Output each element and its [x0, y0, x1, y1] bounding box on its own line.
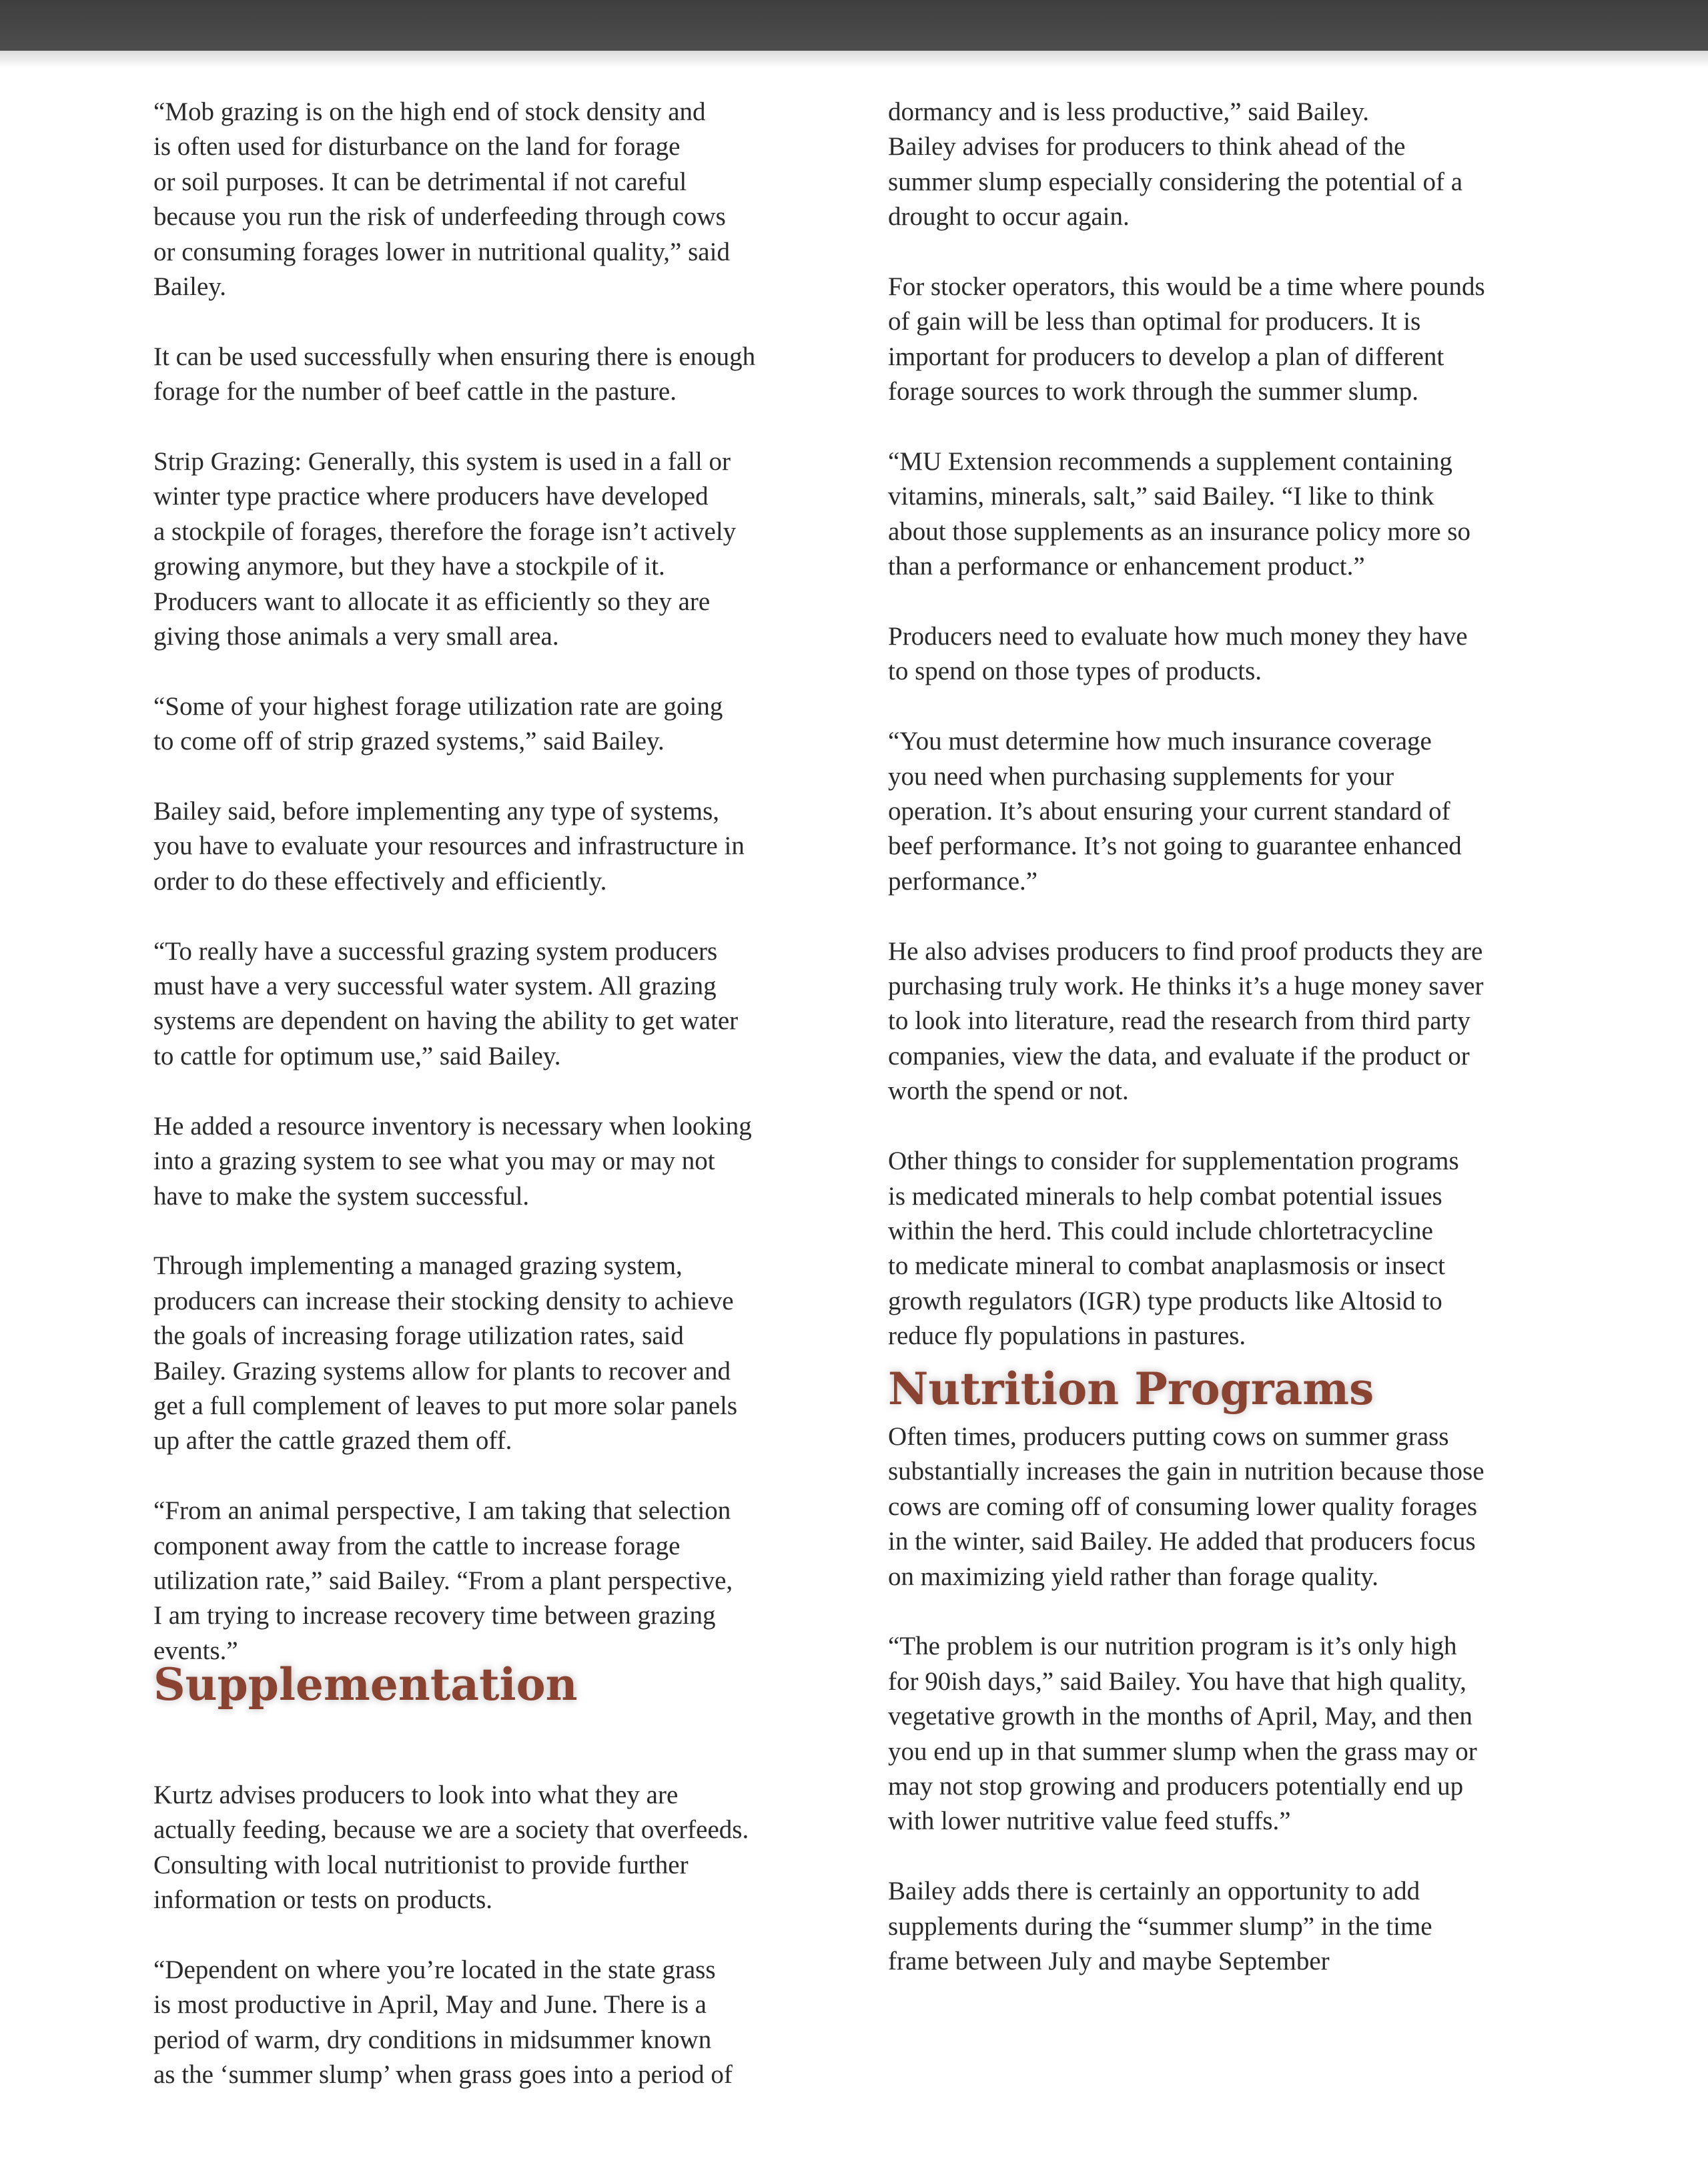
top-banner-bar [0, 0, 1708, 51]
article-paragraph: Bailey adds there is certainly an opportunity to add supplements during the “summer slump” in the time frame between July and maybe September [888, 1877, 1432, 1975]
article-paragraph: “From an animal perspective, I am taking that selection component away from the cattle to increase forage utilization rate,” said Bailey. “From a plant perspective, I am trying to increase recovery time between grazing events.” [153, 1496, 733, 1665]
article-paragraph: Producers need to evaluate how much money they have to spend on those types of products. [888, 622, 1468, 686]
article-paragraph: For stocker operators, this would be a time where pounds of gain will be less than optimal for producers. It is important for producers to develop a plan of different forage sources to work through the summer slump. [888, 272, 1485, 406]
article-paragraph: It can be used successfully when ensuring there is enough forage for the number of beef cattle in the pasture. [153, 342, 756, 406]
right-column [888, 95, 1562, 1979]
article-paragraph: Strip Grazing: Generally, this system is used in a fall or winter type practice where producers have developed a stockpile of forages, therefore the forage isn’t actively growing anymore, but they have a stockpile of it. Producers want to allocate it as efficiently so they are giving those animals a very small area. [153, 447, 737, 651]
left-column [153, 95, 821, 1668]
article-paragraph: He added a resource inventory is necessary when looking into a grazing system to see what you may or may not have to make the system successful. [153, 1111, 752, 1211]
article-paragraph: “MU Extension recommends a supplement containing vitamins, minerals, salt,” said Bailey. “I like to think about those supplements as an insurance policy more so than a performance or enhancement product.” [888, 447, 1470, 581]
article-paragraph: Bailey said, before implementing any type of systems, you have to evaluate your resources and infrastructure in order to do these effectively and efficiently. [153, 797, 745, 896]
section-heading-nutrition-programs: Nutrition Programs [888, 1362, 1374, 1415]
article-paragraph: Other things to consider for supplementation programs is medicated minerals to help combat potential issues within the herd. This could include chlortetracycline to medicate mineral to combat anaplasmosis or insect growth regulators (IGR) type products like Altosid to reduce fly populations in pastures. [888, 1147, 1459, 1351]
article-paragraph: He also advises producers to find proof products they are purchasing truly work. He thinks it’s a huge money saver to look into literature, read the research from third party companies, view the data, and evaluate if the product or worth the spend or not. [888, 936, 1484, 1106]
article-paragraph: “Mob grazing is on the high end of stock density and is often used for disturbance on the land for forage or soil purposes. It can be detrimental if not careful because you run the risk of underfeeding through cows or consuming forages lower in nutritional quality,” said Bailey. [153, 97, 730, 302]
article-paragraph: Through implementing a managed grazing system, producers can increase their stocking density to achieve the goals of increasing forage utilization rates, said Bailey. Grazing systems allow for plants to recover and get a full complement of leaves to put more solar panels up after the cattle grazed them off. [153, 1251, 738, 1456]
top-banner-shadow [0, 51, 1708, 68]
section-heading-supplementation: Supplementation [153, 1658, 578, 1710]
left-column-after-heading [153, 1778, 821, 2093]
article-paragraph: Often times, producers putting cows on summer grass substantially increases the gain in nutrition because those cows are coming off of consuming lower quality forages in the winter, said Bailey. He added that producers focus on maximizing yield rather than forage quality. [888, 1422, 1484, 1591]
article-paragraph: “The problem is our nutrition program is it’s only high for 90ish days,” said Bailey. You have that high quality, vegetative growth in the months of April, May, and then you end up in that summer slump when the grass may or may not stop growing and producers potentially end up with lower nutritive value feed stuffs.” [888, 1632, 1477, 1836]
article-paragraph: dormancy and is less productive,” said Bailey. Bailey advises for producers to think ahead of the summer slump especially considering the potential of a drought to occur again. [888, 97, 1463, 232]
article-paragraph: “You must determine how much insurance coverage you need when purchasing supplements for your operation. It’s about ensuring your current standard of beef performance. It’s not going to guarantee enhanced performance.” [888, 727, 1462, 896]
article-paragraph: Kurtz advises producers to look into what they are actually feeding, because we are a society that overfeeds. Consulting with local nutritionist to provide further information or tests on products. [153, 1781, 749, 1915]
article-paragraph: “Dependent on where you’re located in the state grass is most productive in April, May and June. There is a period of warm, dry conditions in midsummer known as the ‘summer slump’ when grass goes into a period of [153, 1955, 733, 2090]
article-paragraph: “To really have a successful grazing system producers must have a very successful water system. All grazing systems are dependent on having the ability to get water to cattle for optimum use,” said Bailey. [153, 936, 739, 1070]
article-paragraph: “Some of your highest forage utilization rate are going to come off of strip grazed systems,” said Bailey. [153, 691, 723, 756]
